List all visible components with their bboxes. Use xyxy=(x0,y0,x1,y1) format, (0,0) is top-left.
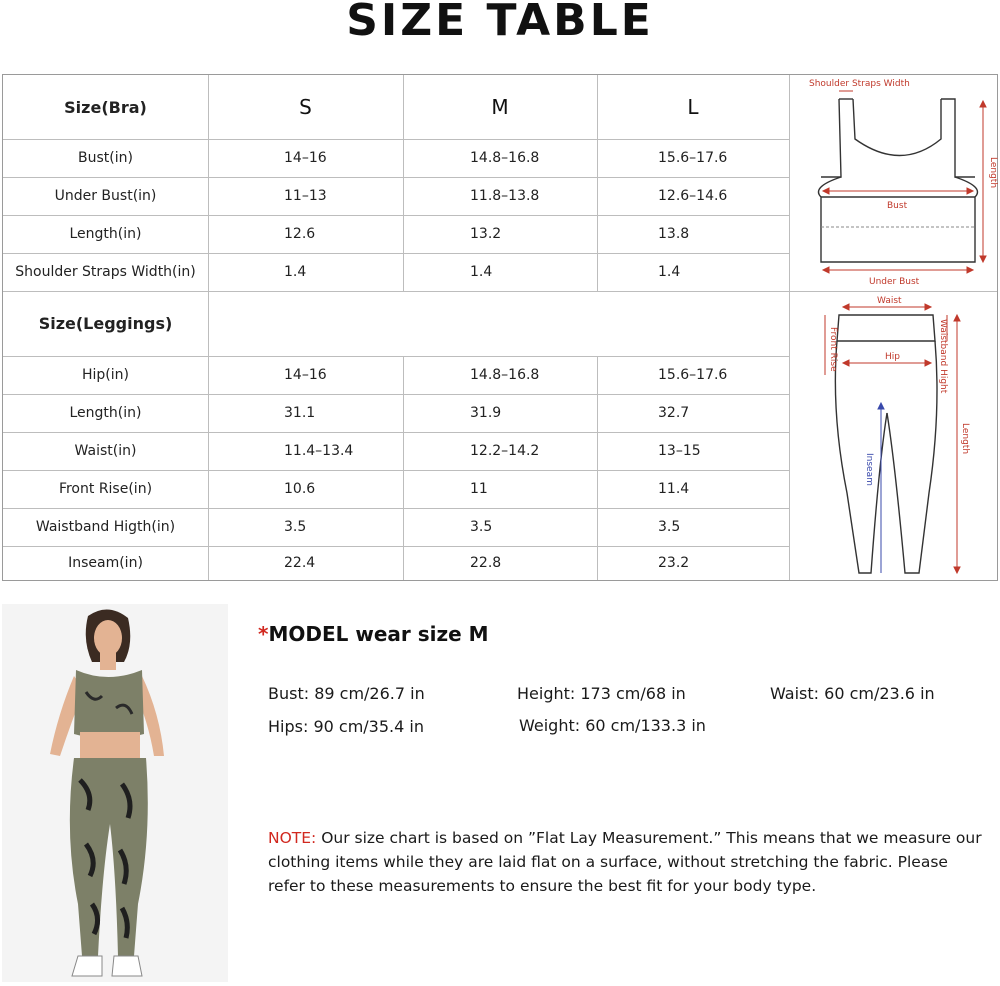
table-cell: 3.5 xyxy=(658,519,681,535)
length-label: Length xyxy=(960,423,970,455)
table-cell: 12.2–14.2 xyxy=(470,443,540,459)
table-cell: 3.5 xyxy=(284,519,307,535)
table-cell: 11 xyxy=(470,481,488,497)
model-title-text: MODEL wear size M xyxy=(268,622,489,646)
table-cell: 12.6 xyxy=(284,226,316,242)
bust-label: Bust xyxy=(887,201,908,211)
row-label: Bust(in) xyxy=(78,150,133,166)
size-table xyxy=(2,74,998,581)
model-weight: Weight: 60 cm/133.3 in xyxy=(519,716,706,735)
table-cell: 12.6–14.6 xyxy=(658,188,728,204)
page-title: SIZE TABLE xyxy=(346,0,654,46)
model-size-title xyxy=(258,622,489,646)
leggings-size-header: Size(Leggings) xyxy=(38,314,173,333)
table-cell: 11.4 xyxy=(658,481,690,497)
model-waist: Waist: 60 cm/23.6 in xyxy=(770,684,935,703)
size-m-header: M xyxy=(491,95,509,119)
table-cell: 11.8–13.8 xyxy=(470,188,540,204)
size-l-header: L xyxy=(687,95,699,119)
table-cell: 13.8 xyxy=(658,226,690,242)
table-cell: 22.8 xyxy=(470,555,502,571)
table-cell: 14.8–16.8 xyxy=(470,367,540,383)
row-label: Shoulder Straps Width(in) xyxy=(15,264,196,280)
row-label: Waist(in) xyxy=(74,443,137,459)
table-cell: 1.4 xyxy=(470,264,493,280)
row-label: Length(in) xyxy=(69,226,142,242)
under-bust-label: Under Bust xyxy=(869,277,920,287)
shoulder-straps-label: Shoulder Straps Width xyxy=(809,79,910,89)
row-label: Hip(in) xyxy=(82,367,129,383)
table-cell: 31.1 xyxy=(284,405,316,421)
table-cell: 11–13 xyxy=(284,188,327,204)
waistband-label: Waistband Hight xyxy=(938,319,948,394)
note-text: Our size chart is based on ”Flat Lay Measurement.” This means that we measure our clothing items while they are laid flat on a surface, without stretching the fabric. Please refer to these measurements to ensure the best fit for your body type. xyxy=(268,829,982,895)
column-divider xyxy=(789,75,790,580)
table-cell: 10.6 xyxy=(284,481,316,497)
row-label: Under Bust(in) xyxy=(54,188,157,204)
table-cell: 22.4 xyxy=(284,555,316,571)
table-cell: 1.4 xyxy=(284,264,307,280)
inseam-label: Inseam xyxy=(864,453,874,486)
note-label: NOTE: xyxy=(268,829,317,847)
table-cell: 23.2 xyxy=(658,555,690,571)
row-label: Inseam(in) xyxy=(68,555,143,571)
table-cell: 15.6–17.6 xyxy=(658,150,728,166)
table-cell: 14.8–16.8 xyxy=(470,150,540,166)
hip-label: Hip xyxy=(885,352,900,362)
table-cell: 3.5 xyxy=(470,519,493,535)
leggings-diagram xyxy=(791,293,995,579)
table-cell: 11.4–13.4 xyxy=(284,443,354,459)
waist-label: Waist xyxy=(877,296,902,306)
model-height: Height: 173 cm/68 in xyxy=(517,684,686,703)
measurement-note xyxy=(268,826,988,898)
front-rise-label: Front Rise xyxy=(828,327,838,372)
column-divider xyxy=(208,75,209,580)
row-label: Waistband Higth(in) xyxy=(35,519,176,535)
table-cell: 15.6–17.6 xyxy=(658,367,728,383)
bra-diagram xyxy=(791,77,998,289)
model-hips: Hips: 90 cm/35.4 in xyxy=(268,717,424,736)
table-cell: 13–15 xyxy=(658,443,701,459)
row-label: Front Rise(in) xyxy=(58,481,153,497)
bra-size-header: Size(Bra) xyxy=(64,97,147,117)
table-cell: 31.9 xyxy=(470,405,502,421)
model-bust: Bust: 89 cm/26.7 in xyxy=(268,684,425,703)
row-label: Length(in) xyxy=(69,405,142,421)
table-cell: 13.2 xyxy=(470,226,502,242)
table-cell: 1.4 xyxy=(658,264,681,280)
table-cell: 32.7 xyxy=(658,405,690,421)
asterisk: * xyxy=(258,622,269,646)
length-label: Length xyxy=(988,157,998,189)
table-cell: 14–16 xyxy=(284,150,327,166)
model-photo xyxy=(2,604,228,982)
size-s-header: S xyxy=(299,95,312,119)
table-cell: 14–16 xyxy=(284,367,327,383)
